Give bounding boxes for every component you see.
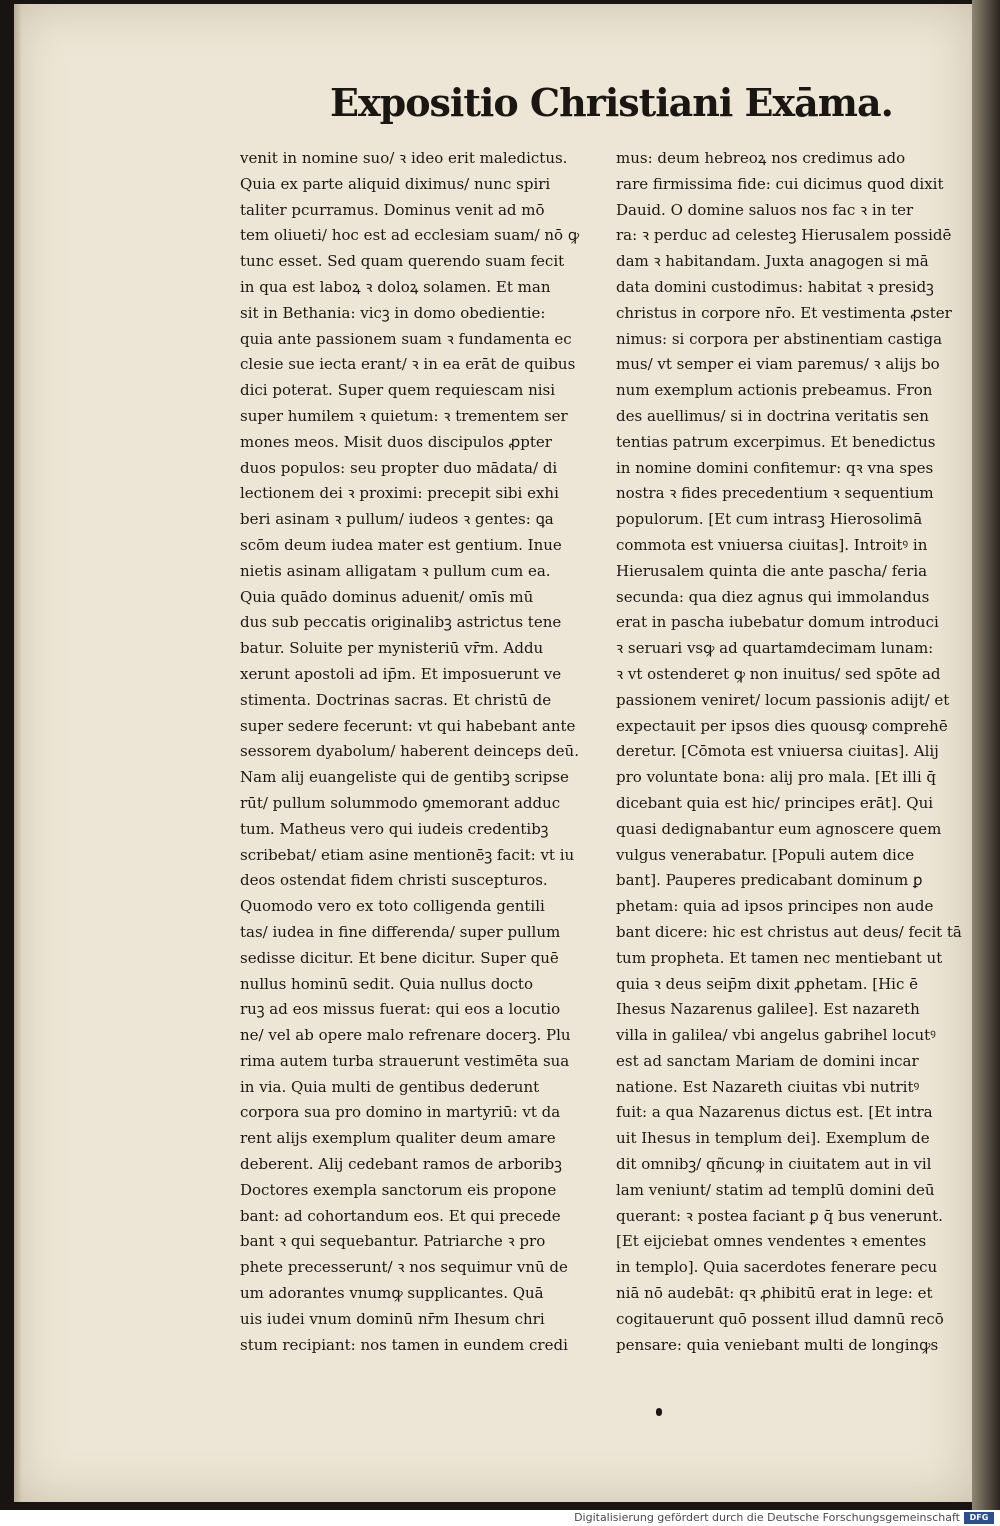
- text-line: sit in Bethania: vicꝫ in domo obedientie:: [240, 303, 546, 322]
- text-line: dus sub peccatis originalibꝫ astrictus tene: [240, 613, 562, 632]
- text-line: christus in corpore nr̄o. Et vestimenta ꝓster: [616, 303, 952, 322]
- text-line: deretur. [Cōmota est vniuersa ciuitas]. Alij: [616, 742, 939, 761]
- text-line: phetam: quia ad ipsos principes non aude: [616, 897, 934, 916]
- text-line: cogitauerunt quō possent illud damnū recō: [616, 1309, 944, 1328]
- text-line: nietis asinam alligatam ꝛ pullum cum ea.: [240, 561, 551, 580]
- text-line: ꝛ seruari vsꝙ ad quartamdecimam lunam:: [616, 639, 934, 658]
- signature-mark: [656, 1408, 662, 1416]
- text-column-left: [240, 146, 595, 1358]
- text-line: tum propheta. Et tamen nec mentiebant ut: [616, 948, 943, 967]
- text-line: nimus: si corpora per abstinentiam castiga: [616, 329, 943, 348]
- text-line: data domini custodimus: habitat ꝛ presidꝫ: [616, 277, 934, 296]
- text-line: um adorantes vnumꝙ supplicantes. Quā: [240, 1284, 544, 1303]
- text-line: corpora sua pro domino in martyriū: vt da: [240, 1103, 561, 1122]
- text-line: super sedere fecerunt: vt qui habebant ante: [240, 716, 576, 735]
- text-line: quia ꝛ deus seip̄m dixit ꝓphetam. [Hic ē: [616, 974, 919, 993]
- text-line: sessorem dyabolum/ haberent deinceps deū.: [240, 742, 579, 761]
- text-line: nullus hominū sedit. Quia nullus docto: [240, 974, 533, 993]
- text-line: ra: ꝛ perduc ad celesteꝫ Hierusalem possidē: [616, 226, 952, 245]
- text-line: Doctores exempla sanctorum eis propone: [240, 1180, 557, 1199]
- text-line: lam veniunt/ statim ad templū domini deū: [616, 1180, 935, 1199]
- text-line: deos ostendat fidem christi suscepturos.: [240, 871, 548, 890]
- text-line: dicebant quia est hic/ principes erāt]. Qui: [616, 793, 934, 812]
- text-line: passionem veniret/ locum passionis adijt/ et: [616, 690, 950, 709]
- text-line: Ihesus Nazarenus galilee]. Est nazareth: [616, 1000, 920, 1019]
- text-line: dam ꝛ habitandam. Juxta anagogen si mā: [616, 252, 929, 271]
- text-line: tem oliueti/ hoc est ad ecclesiam suam/ nō ꝙ: [240, 226, 580, 245]
- text-line: uis iudei vnum dominū nr̄m Ihesum chri: [240, 1309, 545, 1328]
- text-line: rare firmissima fide: cui dicimus quod dixit: [616, 174, 944, 193]
- text-line: expectauit per ipsos dies quousꝙ comprehē: [616, 716, 948, 735]
- text-line: populorum. [Et cum intrasꝫ Hierosolimā: [616, 510, 923, 529]
- text-line: scōm deum iudea mater est gentium. Inue: [240, 535, 562, 554]
- text-line: commota est vniuersa ciuitas]. Introitꝰ in: [616, 535, 928, 554]
- text-line: clesie sue iecta erant/ ꝛ in ea erāt de quibus: [240, 355, 576, 374]
- text-line: dici poterat. Super quem requiescam nisi: [240, 381, 556, 400]
- text-line: [Et eijciebat omnes vendentes ꝛ ementes: [616, 1232, 927, 1251]
- text-line: venit in nomine suo/ ꝛ ideo erit maledictus.: [240, 149, 568, 167]
- text-line: ruꝫ ad eos missus fuerat: qui eos a locutio: [240, 1000, 561, 1019]
- text-line: Nam alij euangeliste qui de gentibꝫ scripse: [240, 768, 569, 787]
- text-line: des auellimus/ si in doctrina veritatis sen: [616, 406, 929, 425]
- text-line: ne/ vel ab opere malo refrenare docerꝫ. Plu: [240, 1026, 571, 1045]
- text-line: tum. Matheus vero qui iudeis credentibꝫ: [240, 819, 549, 838]
- text-line: secunda: qua diez agnus qui immolandus: [616, 587, 930, 606]
- text-line: in qua est laboꝝ ꝛ doloꝝ solamen. Et man: [240, 277, 551, 296]
- text-line: niā nō audebāt: qꝛ ꝓhibitū erat in lege: et: [616, 1284, 933, 1303]
- text-line: xerunt apostoli ad ip̄m. Et imposuerunt ve: [240, 664, 562, 683]
- text-line: bant dicere: hic est christus aut deus/ fecit tā: [616, 922, 962, 941]
- text-line: batur. Soluite per mynisteriū vr̄m. Addu: [240, 639, 544, 658]
- text-line: lectionem dei ꝛ proximi: precepit sibi exhi: [240, 484, 559, 503]
- text-line: bant]. Pauperes predicabant dominum ꝑ: [616, 871, 923, 890]
- text-line: stimenta. Doctrinas sacras. Et christū de: [240, 690, 552, 709]
- funding-credit: Digitalisierung gefördert durch die Deutsche Forschungsgemeinschaft: [574, 1511, 960, 1524]
- text-line: in templo]. Quia sacerdotes fenerare pecu: [616, 1258, 938, 1277]
- text-line: bant ꝛ qui sequebantur. Patriarche ꝛ pro: [240, 1232, 546, 1251]
- text-line: taliter pcurramus. Dominus venit ad mō: [240, 200, 545, 219]
- text-line: super humilem ꝛ quietum: ꝛ trementem ser: [240, 406, 568, 425]
- text-line: rūt/ pullum solummodo ꝯmemorant adduc: [240, 793, 561, 812]
- text-line: nostra ꝛ fides precedentium ꝛ sequentium: [616, 484, 934, 503]
- text-column-right: [616, 146, 971, 1358]
- gutter-shadow: [14, 4, 22, 1502]
- running-title: Expositio Christiani Exāma.: [330, 80, 893, 125]
- text-line: natione. Est Nazareth ciuitas vbi nutritꝰ: [616, 1077, 920, 1096]
- text-line: scribebat/ etiam asine mentionēꝫ facit: vt iu: [240, 845, 575, 864]
- text-line: bant: ad cohortandum eos. Et qui precede: [240, 1206, 561, 1225]
- text-line: Quomodo vero ex toto colligenda gentili: [240, 897, 545, 916]
- text-line: uit Ihesus in templum dei]. Exemplum de: [616, 1129, 930, 1148]
- text-line: sedisse dicitur. Et bene dicitur. Super quē: [240, 948, 559, 967]
- text-line: ꝛ vt ostenderet ꝙ non inuitus/ sed spōte ad: [616, 664, 941, 683]
- text-line: tentias patrum excerpimus. Et benedictus: [616, 432, 936, 451]
- text-line: querant: ꝛ postea faciant ꝑ q̄ bus venerunt.: [616, 1206, 943, 1225]
- text-line: rima autem turba strauerunt vestimēta sua: [240, 1051, 570, 1070]
- page-edge-right: [972, 0, 1000, 1510]
- text-line: est ad sanctam Mariam de domini incar: [616, 1051, 919, 1070]
- text-line: quia ante passionem suam ꝛ fundamenta ec: [240, 329, 572, 348]
- text-line: rent alijs exemplum qualiter deum amare: [240, 1129, 556, 1148]
- text-line: in via. Quia multi de gentibus dederunt: [240, 1077, 540, 1096]
- text-line: duos populos: seu propter duo mādata/ di: [240, 458, 558, 477]
- text-line: tunc esset. Sed quam querendo suam fecit: [240, 252, 565, 271]
- text-line: deberent. Alij cedebant ramos de arboribꝫ: [240, 1155, 562, 1174]
- text-line: Dauid. O domine saluos nos fac ꝛ in ter: [616, 200, 914, 219]
- text-line: mus: deum hebreoꝝ nos credimus ado: [616, 149, 906, 167]
- text-line: stum recipiant: nos tamen in eundem credi: [240, 1335, 568, 1354]
- text-line: tas/ iudea in fine differenda/ super pullum: [240, 922, 561, 941]
- dfg-logo: DFG: [964, 1512, 994, 1524]
- text-line: Quia ex parte aliquid diximus/ nunc spiri: [240, 174, 551, 193]
- text-line: Hierusalem quinta die ante pascha/ feria: [616, 561, 928, 580]
- text-line: phete precesserunt/ ꝛ nos sequimur vnū de: [240, 1258, 568, 1277]
- text-line: dit omnibꝫ/ qñcunꝙ in ciuitatem aut in vil: [616, 1155, 932, 1174]
- text-line: fuit: a qua Nazarenus dictus est. [Et intra: [616, 1103, 933, 1122]
- text-line: mones meos. Misit duos discipulos ꝓpter: [240, 432, 552, 451]
- text-line: in nomine domini confitemur: qꝛ vna spes: [616, 458, 934, 477]
- text-line: erat in pascha iubebatur domum introduci: [616, 613, 939, 632]
- text-line: mus/ vt semper ei viam paremus/ ꝛ alijs bo: [616, 355, 940, 374]
- text-line: pro voluntate bona: alij pro mala. [Et illi q̄: [616, 768, 937, 787]
- text-line: num exemplum actionis prebeamus. Fron: [616, 381, 933, 400]
- text-line: Quia quādo dominus aduenit/ omīs mū: [240, 587, 534, 606]
- text-line: vulgus venerabatur. [Populi autem dice: [616, 845, 915, 864]
- footer-bar: [0, 1510, 1000, 1526]
- text-line: beri asinam ꝛ pullum/ iudeos ꝛ gentes: ꝗa: [240, 510, 554, 529]
- text-line: quasi dedignabantur eum agnoscere quem: [616, 819, 942, 838]
- text-line: pensare: quia veniebant multi de longinꝙs: [616, 1335, 939, 1354]
- text-line: villa in galilea/ vbi angelus gabrihel locutꝰ: [616, 1026, 936, 1045]
